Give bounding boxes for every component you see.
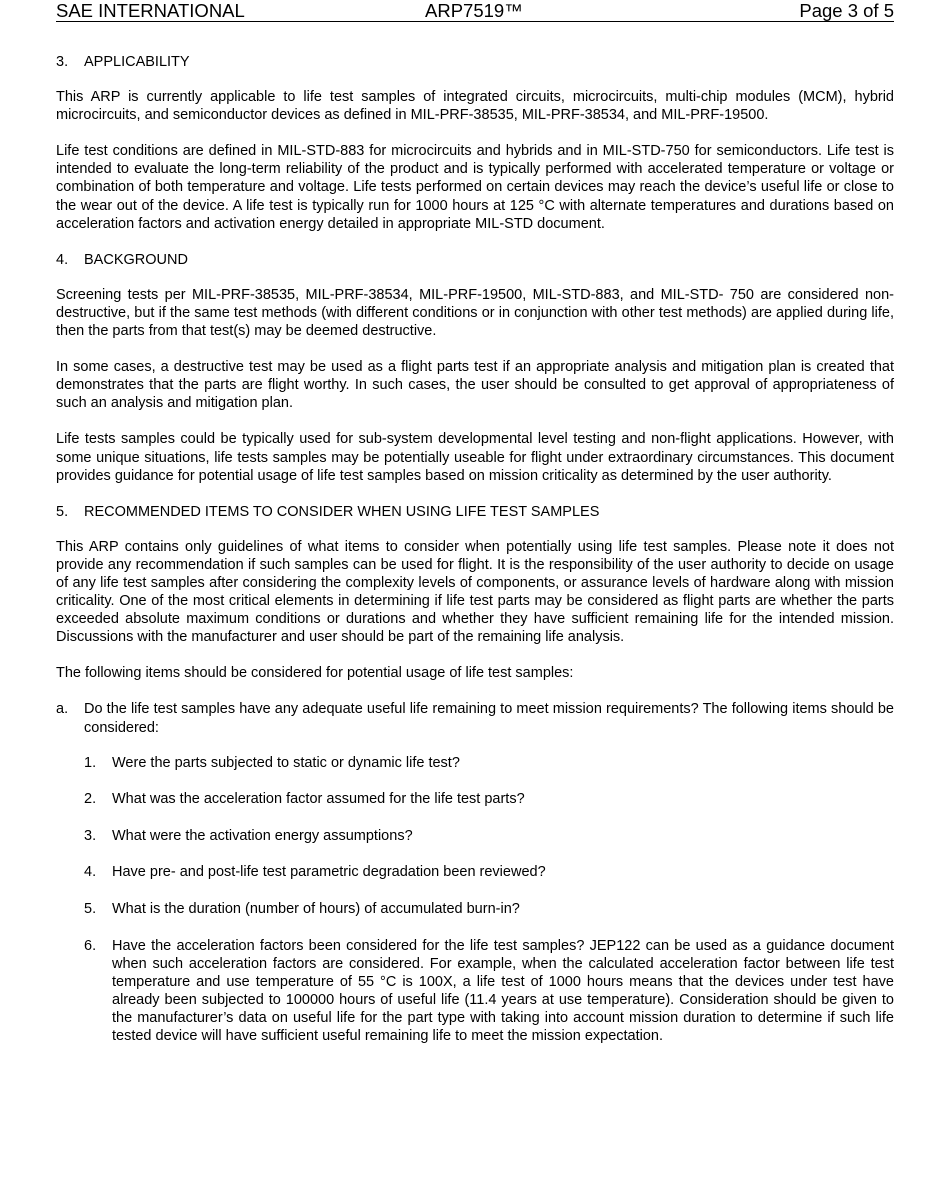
sub-list-item: [56, 900, 894, 918]
list-text: What is the duration (number of hours) of accumulated burn-in?: [112, 901, 520, 917]
section-heading-background: [56, 251, 894, 269]
paragraph: Life test conditions are defined in MIL-STD-883 for microcircuits and hybrids and in MIL-STD-750 for semiconductors. Life test is intended to evaluate the long-term reliability of the product and is typically performed with accelerated temperature or voltage or combination of both temperature and voltage. Life tests performed on certain devices may reach the device’s useful life or close to the wear out of the device. A life test is typically run for 1000 hours at 125 °C with alternate temperatures and durations based on acceleration factors and activation energy detailed in appropriate MIL-STD document.: [56, 143, 894, 232]
list-label: a.: [56, 701, 69, 718]
header-page-number: Page 3 of 5: [799, 0, 894, 21]
section-title: RECOMMENDED ITEMS TO CONSIDER WHEN USING LIFE TEST SAMPLES: [84, 503, 600, 520]
paragraph: The following items should be considered for potential usage of life test samples:: [56, 665, 574, 682]
paragraph: Screening tests per MIL-PRF-38535, MIL-PRF-38534, MIL-PRF-19500, MIL-STD-883, and MIL-STD- 750 are considered non-destructive, but if the same test methods (with different conditions or in conjunction with other test methods) are applied during life, then the parts from that test(s) may be deemed destructive.: [56, 286, 894, 340]
section-heading-recommended-items: [56, 503, 894, 521]
header-document-id: ARP7519™: [425, 0, 523, 21]
list-label: 1.: [84, 754, 97, 771]
section-number: 4.: [56, 251, 69, 268]
page-header: [56, 0, 894, 22]
sub-list-item: [56, 754, 894, 772]
paragraph: This ARP is currently applicable to life test samples of integrated circuits, microcircuits, multi-chip modules (MCM), hybrid microcircuits, and semiconductor devices as defined in MIL-PRF-38535, MIL-PRF-38534, and MIL-PRF-19500.: [56, 89, 894, 124]
list-text: Do the life test samples have any adequate useful life remaining to meet mission requirements? The following items should be considered:: [84, 701, 894, 736]
list-text: What were the activation energy assumptions?: [112, 827, 413, 844]
section-title: BACKGROUND: [84, 251, 188, 268]
list-text: Have the acceleration factors been considered for the life test samples? JEP122 can be used as a guidance document when such acceleration factors are considered. For example, when the calculated acceleration factor between life test temperature and use temperature of 55 °C is 100X, a life test of 1000 hours means that the devices under test have already been subjected to 100000 hours of useful life (11.4 years at use temperature). Consideration should be given to the manufacturer’s data on useful life for the part type with taking into account mission duration to determine if such life tested device will have sufficient useful remaining life to meet the mission expectation.: [112, 937, 894, 1045]
section-title: APPLICABILITY: [84, 54, 190, 70]
list-label: 6.: [84, 937, 97, 954]
document-body: [56, 53, 894, 1064]
section-heading-applicability: [56, 53, 894, 71]
paragraph: In some cases, a destructive test may be used as a flight parts test if an appropriate analysis and mitigation plan is created that demonstrates that the parts are flight worthy. In such cases, the user should be consulted to get approval of appropriateness of such an analysis and mitigation plan.: [56, 359, 894, 412]
sub-list-item: [56, 937, 894, 1046]
section-number: 3.: [56, 54, 69, 70]
section-number: 5.: [56, 503, 69, 520]
list-label: 4.: [84, 864, 97, 881]
list-text: What was the acceleration factor assumed for the life test parts?: [112, 791, 525, 808]
header-organization: SAE INTERNATIONAL: [56, 0, 245, 21]
list-text: Were the parts subjected to static or dynamic life test?: [112, 754, 460, 771]
list-item-a: [56, 700, 894, 736]
list-label: 2.: [84, 791, 97, 808]
sub-list-item: [56, 827, 894, 845]
sub-list-item: [56, 790, 894, 808]
sub-list-item: [56, 863, 894, 881]
list-label: 5.: [84, 901, 97, 917]
list-label: 3.: [84, 827, 97, 844]
paragraph: This ARP contains only guidelines of what items to consider when potentially using life test samples. Please note it does not provide any recommendation if such samples can be used for flight. It is the responsibility of the user authority to decide on usage of any life test samples after considering the complexity levels of components, or assurance levels of hardware along with mission criticality. One of the most critical elements in determining if life test parts may be considered as flight parts are whether the parts exceeded absolute maximum conditions or durations and whether they have sufficient remaining life for the intended mission. Discussions with the manufacturer and user should be part of the remaining life analysis.: [56, 538, 894, 646]
paragraph: Life tests samples could be typically used for sub-system developmental level testing and non-flight applications. However, with some unique situations, life tests samples may be potentially useable for flight under extraordinary circumstances. This document provides guidance for potential usage of life test samples based on mission criticality as determined by the user authority.: [56, 431, 894, 484]
list-text: Have pre- and post-life test parametric degradation been reviewed?: [112, 864, 546, 881]
